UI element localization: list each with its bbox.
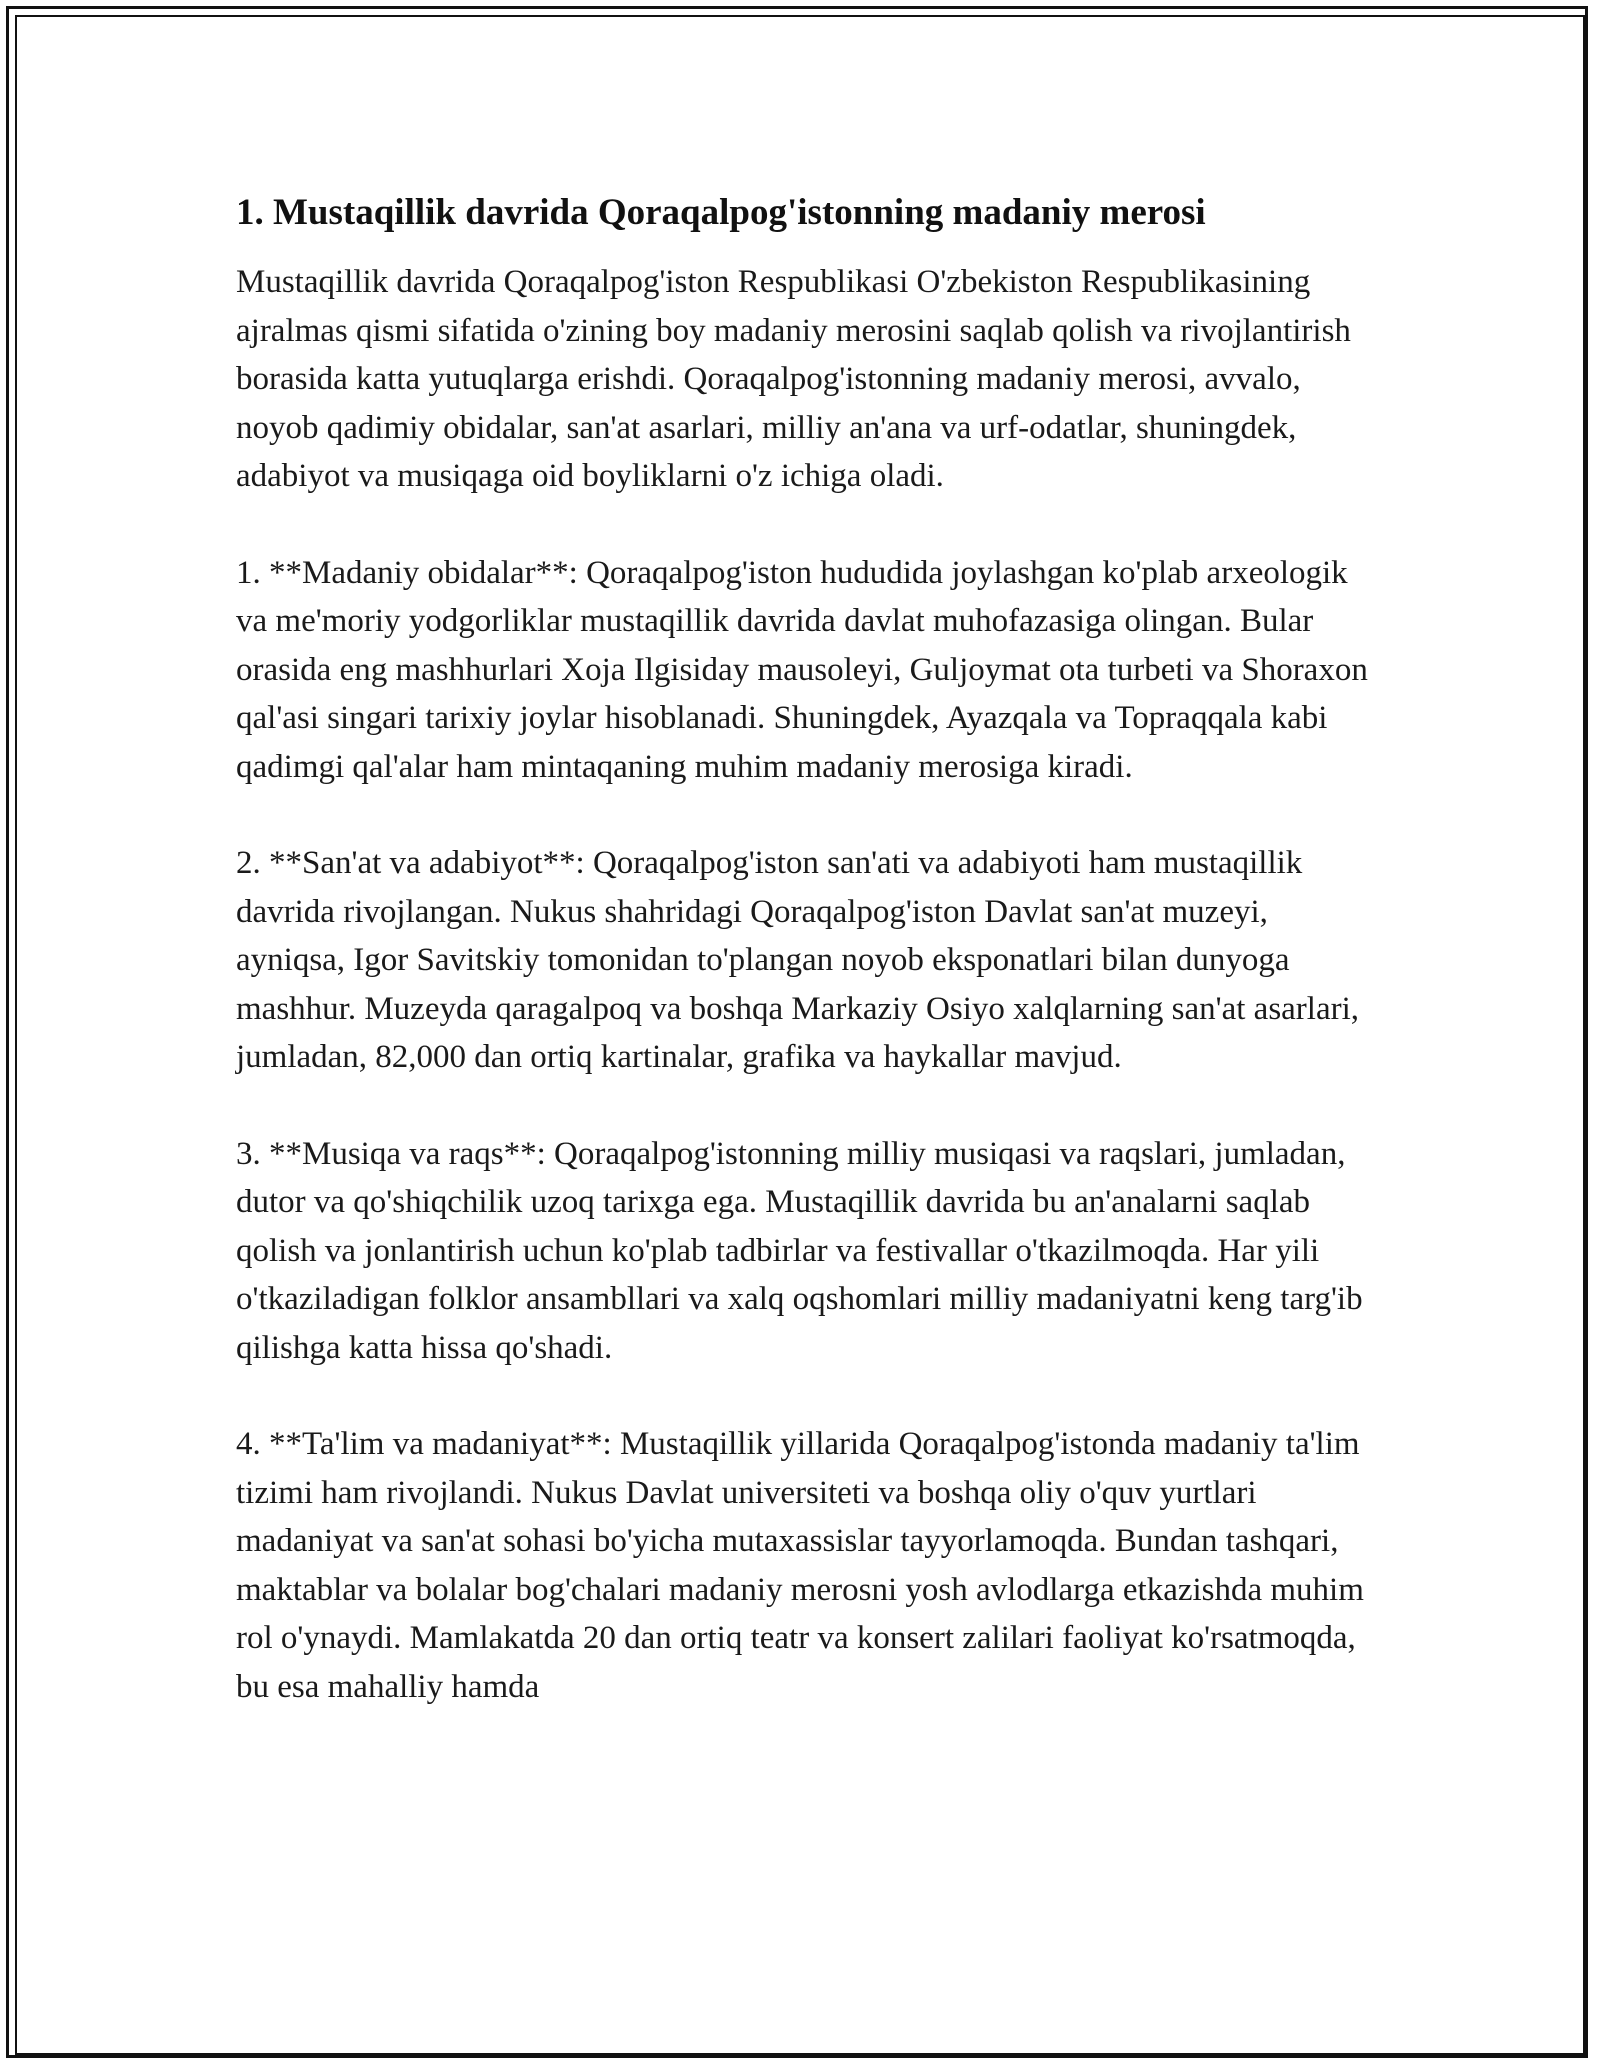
paragraph-talim-va-madaniyat: 4. **Ta'lim va madaniyat**: Mustaqillik yillarida Qoraqalpog'istonda madaniy ta'lim tizimi ham rivojlandi. Nukus Davlat universiteti va boshqa oliy o'quv yurtlari madaniyat va san'at sohasi bo'yicha mutaxassislar tayyorlamoqda. Bundan tashqari, maktablar va bolalar bog'chalari madaniy merosni yosh avlodlarga etkazishda muhim rol o'ynaydi. Mamlakatda 20 dan ortiq teatr va konsert zalilari faoliyat ko'rsatmoqda, bu esa mahalliy hamda: [236, 1426, 1364, 1705]
paragraph-madaniy-obidalar: 1. **Madaniy obidalar**: Qoraqalpog'iston hududida joylashgan ko'plab arxeologik va me'moriy yodgorliklar mustaqillik davrida davlat muhofazasiga olingan. Bular orasida eng mashhurlari Xoja Ilgisiday mausoleyi, Guljoymat ota turbeti va Shoraxon qal'asi singari tarixiy joylar hisoblanadi. Shuningdek, Ayazqala va Topraqqala kabi qadimgi qal'alar ham mintaqaning muhim madaniy merosiga kiradi.: [236, 554, 1368, 785]
paragraph-sanat-va-adabiyot: 2. **San'at va adabiyot**: Qoraqalpog'iston san'ati va adabiyoti ham mustaqillik davrida rivojlangan. Nukus shahridagi Qoraqalpog'iston Davlat san'at muzeyi, ayniqsa, Igor Savitskiy tomonidan to'plangan noyob eksponatlari bilan dunyoga mashhur. Muzeyda qaragalpoq va boshqa Markaziy Osiyo xalqlarning san'at asarlari, jumladan, 82,000 dan ortiq kartinalar, grafika va haykallar mavjud.: [236, 845, 1360, 1075]
intro-paragraph: Mustaqillik davrida Qoraqalpog'iston Respublikasi O'zbekiston Respublikasining ajralmas qismi sifatida o'zining boy madaniy merosini saqlab qolish va rivojlantirish borasida katta yutuqlarga erishdi. Qoraqalpog'istonning madaniy merosi, avvalo, noyob qadimiy obidalar, san'at asarlari, milliy an'ana va urf-odatlar, shuningdek, adabiyot va musiqaga oid boyliklarni o'z ichiga oladi.: [236, 264, 1351, 494]
document-body: [236, 188, 1376, 1759]
document-title: 1. Mustaqillik davrida Qoraqalpog'istonning madaniy merosi: [236, 192, 1206, 233]
paragraph-musiqa-va-raqs: 3. **Musiqa va raqs**: Qoraqalpog'istonning milliy musiqasi va raqslari, jumladan, dutor va qo'shiqchilik uzoq tarixga ega. Mustaqillik davrida bu an'analarni saqlab qolish va jonlantirish uchun ko'plab tadbirlar va festivallar o'tkazilmoqda. Har yili o'tkaziladigan folklor ansambllari va xalq oqshomlari milliy madaniyatni keng targ'ib qilishga katta hissa qo'shadi.: [236, 1135, 1363, 1366]
